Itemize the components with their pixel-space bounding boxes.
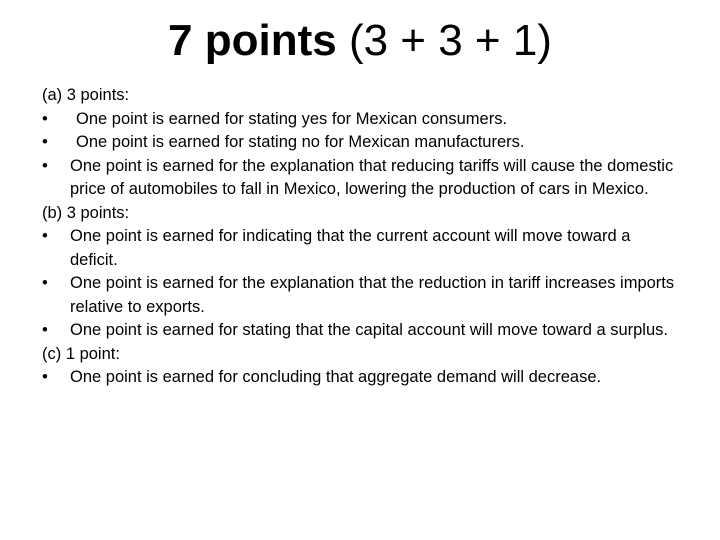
bullet-text: One point is earned for the explanation that reducing tariffs will cause the domestic price of automobiles to fall in Mexico, lowering the production of cars in Mexico. [70,156,674,198]
bullet-marker: • [42,227,48,245]
bullet-marker: • [42,133,48,151]
bullet-text: One point is earned for stating yes for Mexican consumers. [76,109,508,128]
bullet-text: One point is earned for the explanation that the reduction in tariff increases imports relative to exports. [70,274,675,316]
bullet-item [42,366,682,390]
bullet-item [42,272,682,319]
bullet-item [42,155,682,202]
bullet-marker: • [42,368,48,386]
bullet-item [42,131,682,155]
bullet-text: One point is earned for stating that the capital account will move toward a surplus. [70,321,668,339]
bullet-marker: • [42,109,48,128]
section-b-heading: (b) 3 points: [42,203,130,222]
section-c-heading: (c) 1 point: [42,344,120,363]
bullet-item [42,108,682,132]
section-a-heading: (a) 3 points: [42,86,130,104]
bullet-text: One point is earned for concluding that aggregate demand will decrease. [70,368,602,386]
title-bold-part: 7 points [168,16,337,65]
slide-title [0,14,720,68]
title-normal-part: (3 + 3 + 1) [336,16,552,65]
bullet-marker: • [42,156,48,175]
bullet-marker: • [42,321,48,339]
slide-body [42,84,682,390]
bullet-marker: • [42,274,48,292]
bullet-text: One point is earned for indicating that the current account will move toward a deficit. [70,227,631,269]
bullet-item [42,319,682,343]
bullet-text: One point is earned for stating no for Mexican manufacturers. [76,133,525,151]
bullet-item [42,225,682,272]
